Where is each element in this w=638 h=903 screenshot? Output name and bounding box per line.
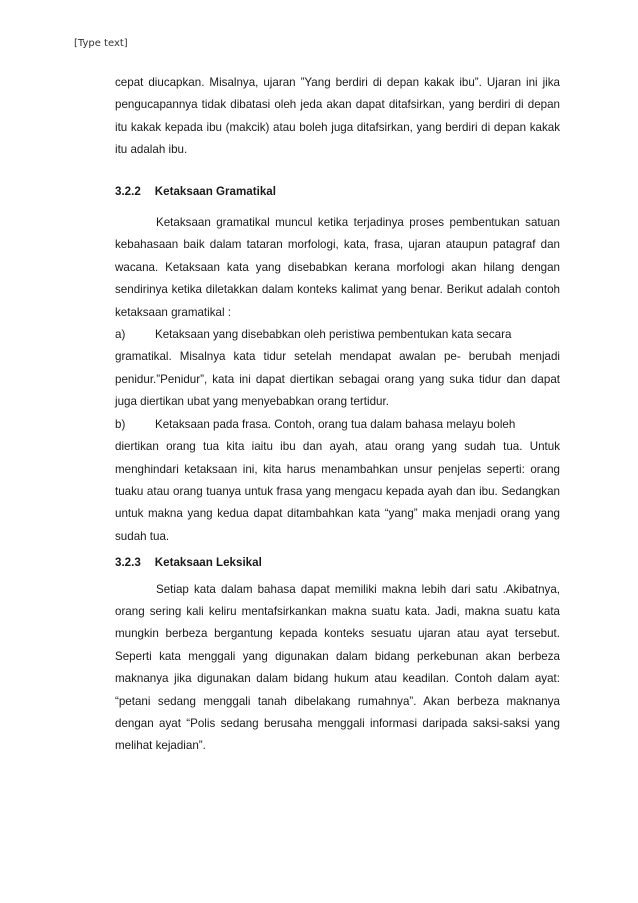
list-item-b-continuation: diertikan orang tua kita iaitu ibu dan ayah, atau orang yang sudah tua. Untuk menghindari ketaksaan ini, kita harus menambahkan unsur penjelas seperti: orang tuaku atau orang tuanya untuk frasa yang mengacu kepada ayah dan ibu. Sedangkan untuk makna yang kedua dapat ditambahkan kata “yang” maka menjadi orang yang sudah tua.	[115, 440, 560, 543]
list-item-text: Ketaksaan yang disebabkan oleh peristiwa pembentukan kata secara	[155, 328, 512, 342]
section-title: Ketaksaan Gramatikal	[154, 184, 276, 198]
list-item-label: a)	[115, 328, 126, 342]
section-number: 3.2.3	[115, 556, 141, 570]
page-header: [Type text]	[74, 38, 128, 49]
list-item-label: b)	[115, 417, 126, 431]
list-item-a	[115, 324, 560, 346]
list-item-text: Ketaksaan pada frasa. Contoh, orang tua dalam bahasa melayu boleh	[155, 417, 516, 431]
gramatikal-paragraph: Ketaksaan gramatikal muncul ketika terjadinya proses pembentukan satuan kebahasaan baik dalam tataran morfologi, kata, frasa, ujaran ataupun patagraf dan wacana. Ketaksaan kata yang disebabkan kerana morfologi akan hilang dengan sendirinya ketika diletakkan dalam konteks kalimat yang benar. Berikut adalah contoh ketaksaan gramatikal :	[115, 216, 560, 319]
list-item-b	[115, 414, 560, 436]
document-body	[115, 72, 560, 758]
intro-paragraph: cepat diucapkan. Misalnya, ujaran ”Yang berdiri di depan kakak ibu”. Ujaran ini jika pengucapannya tidak dibatasi oleh jeda akan dapat ditafsirkan, yang berdiri di depan itu kakak kepada ibu (makcik) atau boleh juga ditafsirkan, yang berdiri di depan kakak itu adalah ibu.	[115, 76, 560, 157]
leksikal-paragraph: Setiap kata dalam bahasa dapat memiliki makna lebih dari satu .Akibatnya, orang sering kali keliru mentafsirkankan makna suatu kata. Jadi, makna suatu kata mungkin berbeza bergantung kepada konteks sesuatu ujaran atau ayat tersebut. Seperti kata menggali yang digunakan dalam bidang perkebunan akan berbeza maknanya jika digunakan dalam bidang hukum atau keadilan. Contoh dalam ayat: “petani sedang menggali tanah dibelakang rumahnya”. Akan berbeza maknanya dengan ayat “Polis sedang berusaha menggali informasi daripada saksi-saksi yang melihat kejadian”.	[115, 582, 560, 753]
list-item-a-continuation: gramatikal. Misalnya kata tidur setelah mendapat awalan pe- berubah menjadi penidur.”Penidur”, kata ini dapat diertikan sebagai orang yang suka tidur dan dapat juga diertikan ubat yang menyebabkan orang tertidur.	[115, 350, 560, 409]
section-number: 3.2.2	[115, 184, 141, 198]
section-heading-leksikal	[115, 552, 560, 574]
section-heading-gramatikal	[115, 181, 560, 203]
section-title: Ketaksaan Leksikal	[154, 556, 262, 570]
